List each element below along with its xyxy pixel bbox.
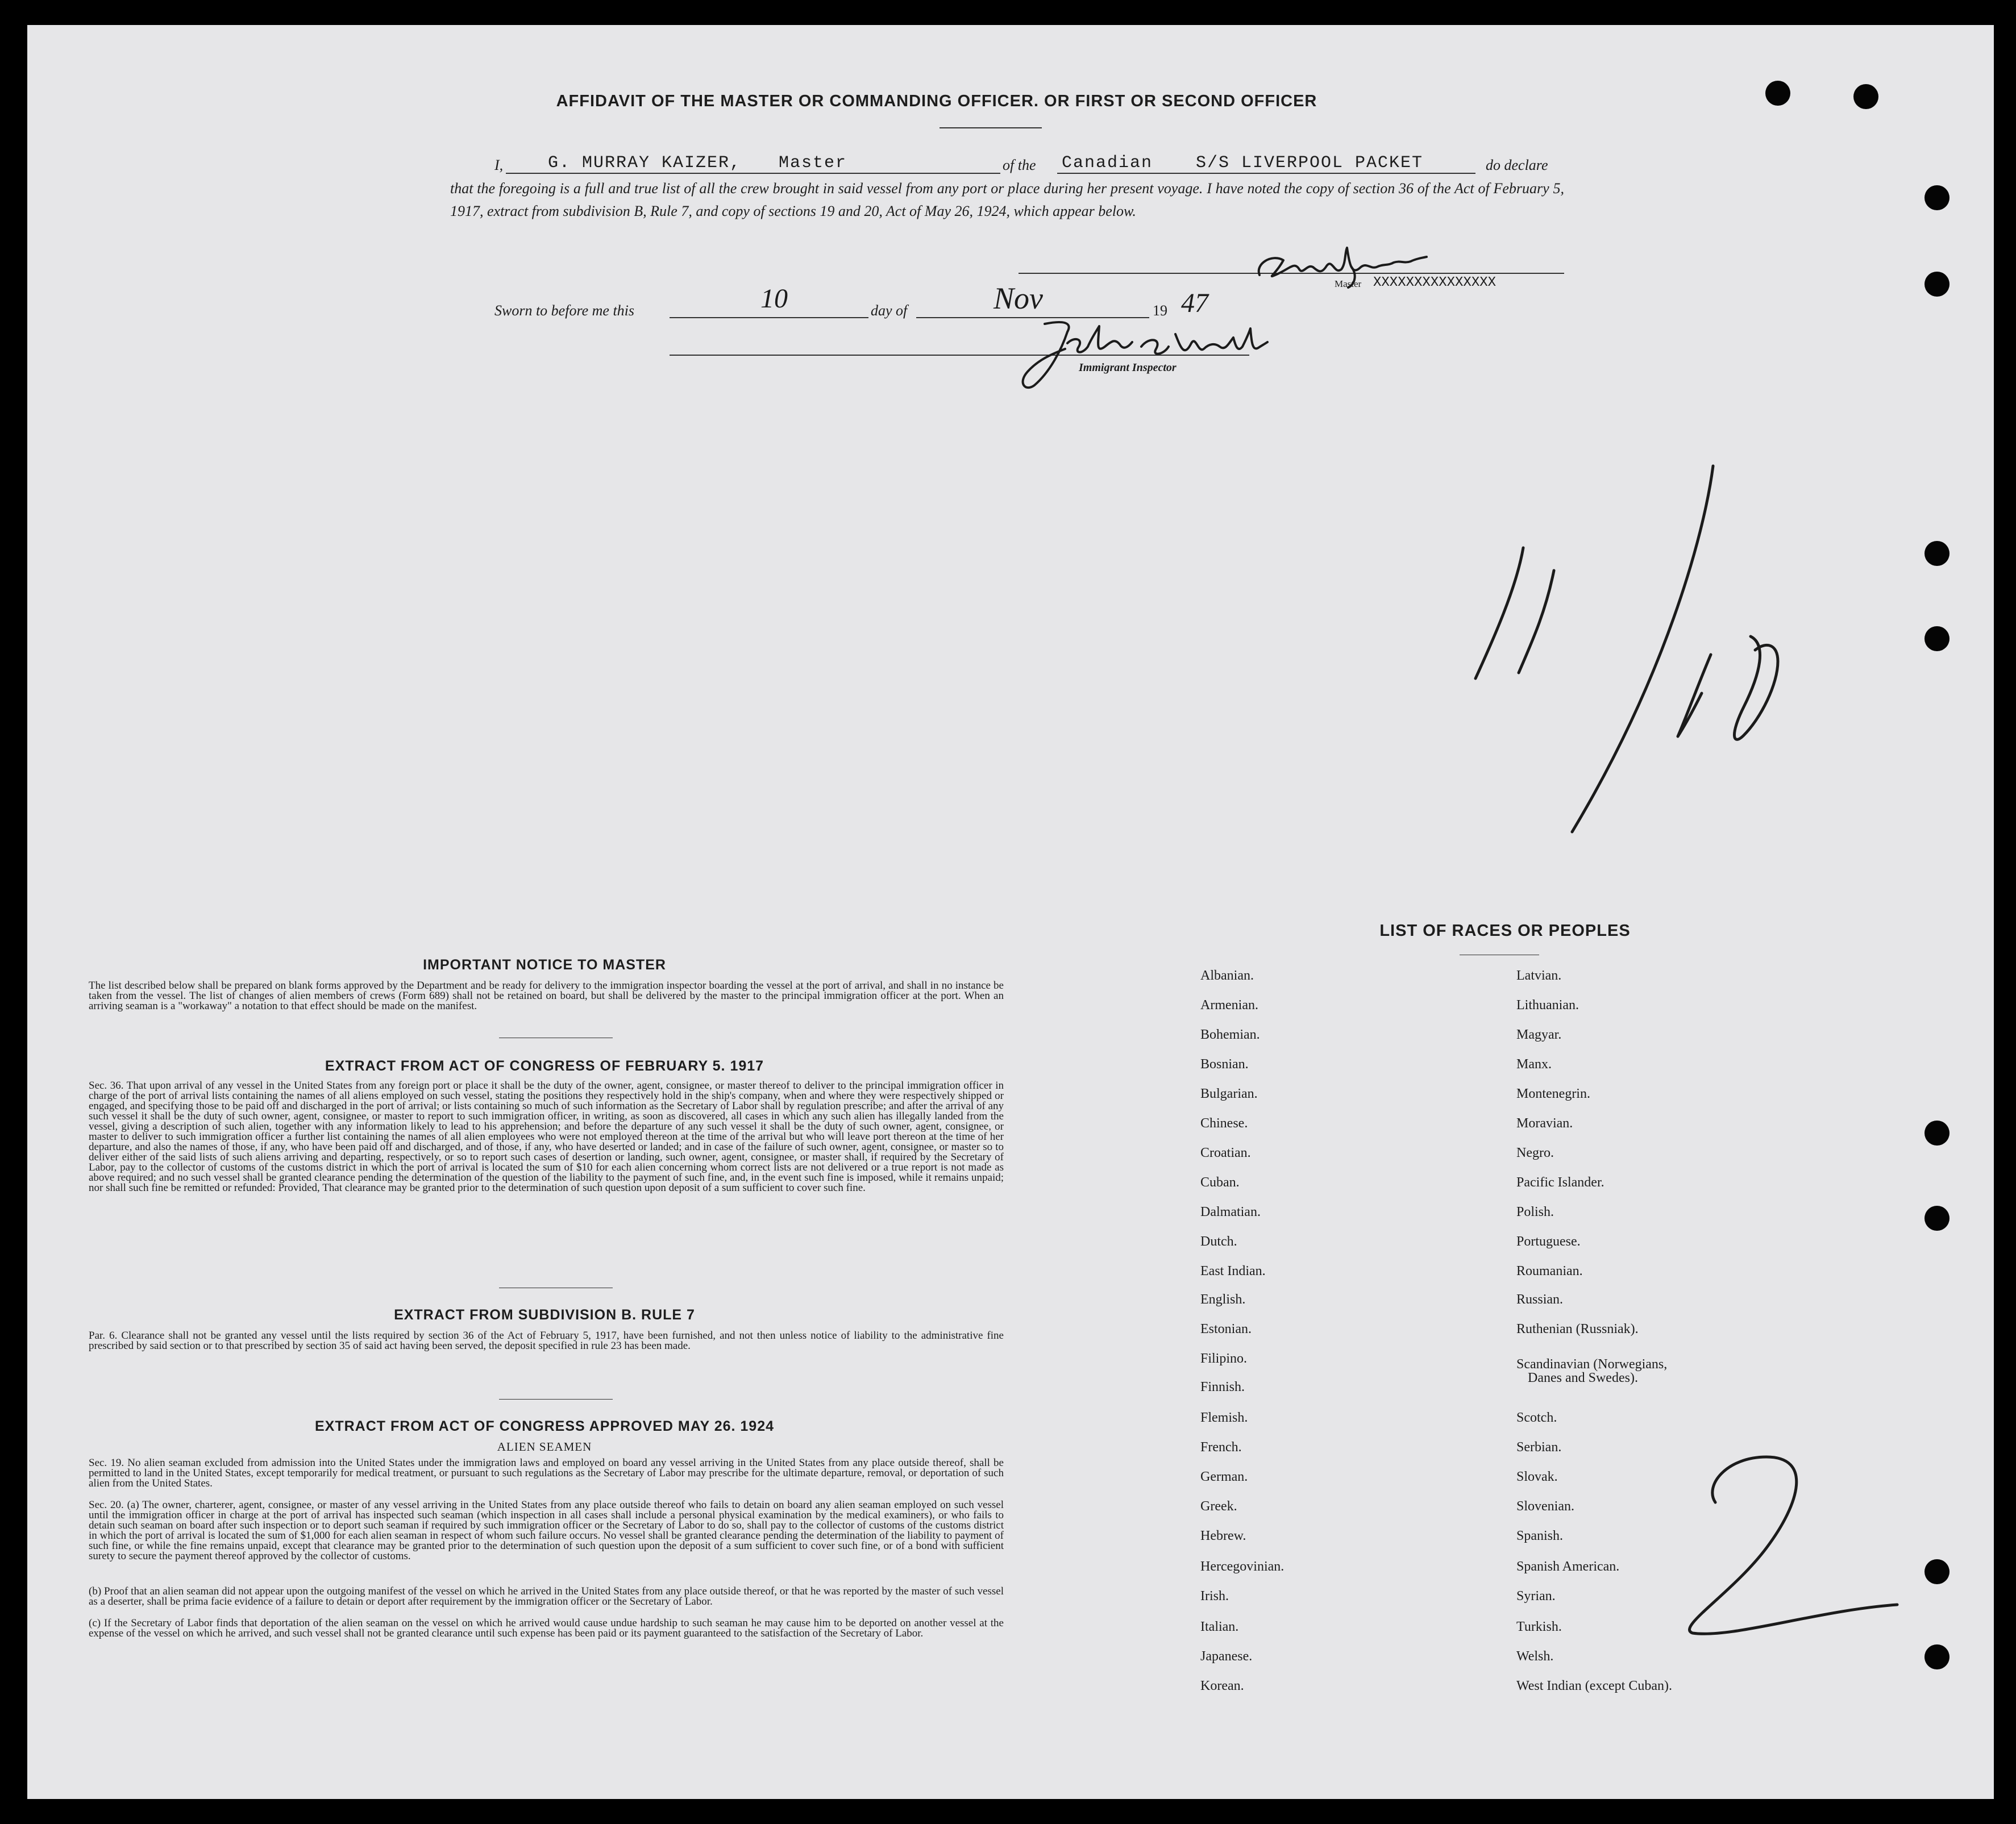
race-item: Hebrew. (1200, 1529, 1246, 1543)
race-item: Magyar. (1516, 1027, 1562, 1042)
master-label: Master (1335, 278, 1362, 289)
vessel-name: S/S LIVERPOOL PACKET (1196, 153, 1424, 173)
race-item: Moravian. (1516, 1116, 1573, 1131)
sec-20c-text: (c) If the Secretary of Labor finds that deportation of the alien seaman on the vessel on which he arrived would cause undue hardship to such seaman he may cause him to be deported on another vessel at the expense of the vessel on which he arrived, and such vessel shall not be granted clearance until such expense has been paid or its payment guaranteed to the satisfaction of the Secretary of Labor. (89, 1617, 1004, 1639)
race-item: East Indian. (1200, 1264, 1266, 1279)
race-item: Turkish. (1516, 1619, 1562, 1634)
race-item: Bosnian. (1200, 1057, 1249, 1072)
extract-1917-title: EXTRACT FROM ACT OF CONGRESS OF FEBRUARY 5. 1917 (325, 1058, 764, 1074)
affidavit-title: AFFIDAVIT OF THE MASTER OR COMMANDING OFFICER. OR FIRST OR SECOND OFFICER (556, 92, 1317, 110)
sworn-day-handwritten: 10 (760, 284, 788, 314)
race-item: Ruthenian (Russniak). (1516, 1322, 1639, 1336)
binder-hole (1924, 1121, 1950, 1146)
sworn-day-of: day of (871, 302, 908, 319)
race-item: Flemish. (1200, 1410, 1248, 1425)
race-item: Albanian. (1200, 968, 1254, 983)
race-item: Cuban. (1200, 1175, 1240, 1190)
race-item: English. (1200, 1292, 1246, 1307)
race-item: Japanese. (1200, 1649, 1253, 1664)
race-item: Roumanian. (1516, 1264, 1583, 1279)
sec-19-text: Sec. 19. No alien seaman excluded from admission into the United States under the immigration laws and employed on board any vessel arriving in the United States from any place outside thereof, shall be permitted to land in the United States, except temporarily for medical treatment, or pursuant to such regulations as the Secretary of Labor may prescribe for the ultimate departure, removal, or deportation of such alien from the United States. (89, 1457, 1004, 1489)
sworn-prefix: Sworn to before me this (494, 302, 635, 319)
date-mark-11-10 (1475, 466, 1778, 832)
race-item: Serbian. (1516, 1440, 1562, 1455)
affidavit-i: I, (494, 157, 504, 173)
race-item: Welsh. (1516, 1649, 1554, 1664)
race-item: German. (1200, 1469, 1248, 1484)
race-item: Dalmatian. (1200, 1205, 1261, 1219)
rule-7-text: Par. 6. Clearance shall not be granted any vessel until the lists required by section 36 of the Act of February 5, 1917, have been furnished, and not then unless notice of liability to the administrative fine prescribed by said section or to that prescribed by section 35 of said act having been served, the deposit specified in rule 23 has been made. (89, 1330, 1004, 1352)
binder-hole (1853, 84, 1878, 109)
master-name: G. MURRAY KAIZER, (548, 153, 742, 173)
race-item: Chinese. (1200, 1116, 1248, 1131)
race-item: Negro. (1516, 1146, 1554, 1160)
race-item: Italian. (1200, 1619, 1239, 1634)
race-item: Filipino. (1200, 1351, 1248, 1366)
inspector-signature-line (670, 355, 1249, 356)
rule-7-title: EXTRACT FROM SUBDIVISION B. RULE 7 (394, 1307, 695, 1323)
race-item: Montenegrin. (1516, 1086, 1590, 1101)
master-rank: Master (779, 153, 847, 173)
race-item: Hercegovinian. (1200, 1559, 1285, 1574)
race-item: Korean. (1200, 1679, 1244, 1693)
binder-hole (1924, 626, 1950, 651)
title-divider (940, 127, 1042, 128)
sworn-month-handwritten: Nov (994, 281, 1043, 315)
race-item: Lithuanian. (1516, 998, 1579, 1013)
binder-hole (1765, 81, 1790, 106)
race-item: Latvian. (1516, 968, 1562, 983)
extract-1917-text: Sec. 36. That upon arrival of any vessel in the United States from any foreign port or place it shall be the duty of the owner, agent, consignee, or master thereof to deliver to the principal immigration officer in charge of the port of arrival lists containing the names of all aliens employed on such vessel, stating the positions they respectively hold in the ship's company, when and where they were respectively shipped or engaged, and specifying those to be paid off and discharged in the port of arrival; or lists containing so much of such information as the Secretary of Labor shall by regulation prescribe; and after the arrival of any such vessel it shall be the duty of such owner, agent, consignee, or master to report to such immigration officer, in writing, as soon as discovered, all cases in which any such alien has illegally landed from the vessel, giving a description of such alien, together with any information likely to lead to his apprehension; and before the departure of any such vessel it shall be the duty of such owner, agent, consignee, or master to deliver to such immigration officer a further list containing the names of all alien employees who were not employed thereon at the time of the arrival but who will leave port thereon at the time of her departure, and also the names of those, if any, who have been paid off and discharged, and of those, if any, who have deserted or landed; and in case of the failure of such owner, agent, consignee, or master so to deliver either of the said lists of such aliens arriving and departing, respectively, or so to report such cases of desertion or landing, such owner, agent, consignee, or master shall, if required by the Secretary of Labor, pay to the collector of customs of the customs district in which the port of arrival is located the sum of $10 for each alien concerning whom correct lists are not delivered or a true report is not made as above required; and no such vessel shall be granted clearance pending the determination of the question of the liability to the payment of such fine, and, in the event such fine is imposed, while it remains unpaid; nor shall such fine be remitted or refunded: Provided, That clearance may be granted prior to the determination of such question upon deposit of a sum sufficient to cover such fine. (89, 1080, 1004, 1194)
race-item: Dutch. (1200, 1234, 1237, 1249)
year-suffix-handwritten: 47 (1181, 288, 1208, 318)
affidavit-do-declare: do declare (1486, 157, 1548, 173)
race-item: Bohemian. (1200, 1027, 1260, 1042)
race-item: Estonian. (1200, 1322, 1252, 1336)
race-item: French. (1200, 1440, 1242, 1455)
binder-hole (1924, 1644, 1950, 1669)
inspector-label: Immigrant Inspector (1079, 361, 1177, 374)
race-item: Slovak. (1516, 1469, 1558, 1484)
affidavit-body: that the foregoing is a full and true list of all the crew brought in said vessel from any port or place during her present voyage. I have noted the copy of section 36 of the Act of February 5, 1917, extract from subdivision B, Rule 7, and copy of sections 19 and 20, Act of May 26, 1924, which appear below. (450, 180, 1564, 219)
race-item: Spanish American. (1516, 1559, 1620, 1574)
number-mark-2 (1690, 1457, 1897, 1634)
year-prefix: 19 (1153, 302, 1167, 319)
race-item: Russian. (1516, 1292, 1564, 1307)
race-item: Spanish. (1516, 1529, 1564, 1543)
race-item: Scandinavian (Norwegians, (1516, 1357, 1668, 1372)
notice-text: The list described below shall be prepared on blank forms approved by the Department and be ready for delivery to the immigration inspector boarding the vessel at the port of arrival, and shall in no instance be taken from the vessel. The list of changes of alien members of crews (Form 689) shall not be retained on board, but shall be delivered by the master to the principal immigration officer at the port. When an arriving seaman is a "workaway" a notation to that effect should be made on the manifest. (89, 980, 1004, 1012)
race-item: Greek. (1200, 1499, 1237, 1514)
race-item: Scotch. (1516, 1410, 1557, 1425)
extract-1924-title: EXTRACT FROM ACT OF CONGRESS APPROVED MAY 26. 1924 (314, 1418, 775, 1434)
binder-hole (1924, 1206, 1950, 1231)
race-item: Bulgarian. (1200, 1086, 1258, 1101)
sec-20b-text: (b) Proof that an alien seaman did not appear upon the outgoing manifest of the vessel on which he arrived in the United States from any place outside thereof, or that he was reported by the master of such vessel as a deserter, shall be prima facie evidence of a failure to detain or deport after requirement by the immigration officer or the Secretary of Labor. (89, 1585, 1004, 1608)
struck-officer-title: XXXXXXXXXXXXXXX (1373, 275, 1497, 290)
document-page (27, 25, 1994, 1799)
divider (499, 1399, 613, 1400)
binder-hole (1924, 272, 1950, 297)
sec-20a-text: Sec. 20. (a) The owner, charterer, agent, consignee, or master of any vessel arriving in the United States from any place outside thereof who fails to detain on board any alien seaman employed on such vessel until the immigration officer in charge at the port of arrival has inspected such seaman (which inspection in all cases shall include a personal physical examination by the medical examiners), or who fails to detain such seaman on board after such inspection or to deport such seaman if required by such immigration officer or the Secretary of Labor to do so, shall pay to the collector of customs of the customs district in which the port of arrival is located the sum of $1,000 for each alien seaman in respect of whom such failure occurs. No vessel shall be granted clearance pending the determination of the liability to payment of such fine, or while the fine remains unpaid, except that clearance may be granted prior to the determination of such question upon the deposit of a sum sufficient to cover such fine, or of a bond with sufficient surety to secure the payment thereof approved by the collector of customs. (89, 1499, 1004, 1562)
race-item: Irish. (1200, 1589, 1229, 1604)
race-item: Manx. (1516, 1057, 1552, 1072)
race-item: Finnish. (1200, 1380, 1245, 1394)
race-item: Slovenian. (1516, 1499, 1574, 1514)
vessel-nationality: Canadian (1062, 153, 1153, 173)
race-item: Syrian. (1516, 1589, 1556, 1604)
notice-title: IMPORTANT NOTICE TO MASTER (423, 957, 666, 973)
race-item: Armenian. (1200, 998, 1258, 1013)
master-signature-line (1019, 273, 1564, 274)
race-item: Polish. (1516, 1205, 1554, 1219)
binder-hole (1924, 541, 1950, 566)
race-item: West Indian (except Cuban). (1516, 1679, 1672, 1693)
race-item: Danes and Swedes). (1528, 1371, 1638, 1385)
races-title: LIST OF RACES OR PEOPLES (1379, 922, 1631, 940)
race-item: Portuguese. (1516, 1234, 1581, 1249)
race-item: Pacific Islander. (1516, 1175, 1605, 1190)
binder-hole (1924, 185, 1950, 210)
affidavit-of-the: of the (1003, 157, 1036, 173)
binder-hole (1924, 1559, 1950, 1584)
race-item: Croatian. (1200, 1146, 1251, 1160)
alien-seamen-subtitle: ALIEN SEAMEN (497, 1440, 592, 1454)
